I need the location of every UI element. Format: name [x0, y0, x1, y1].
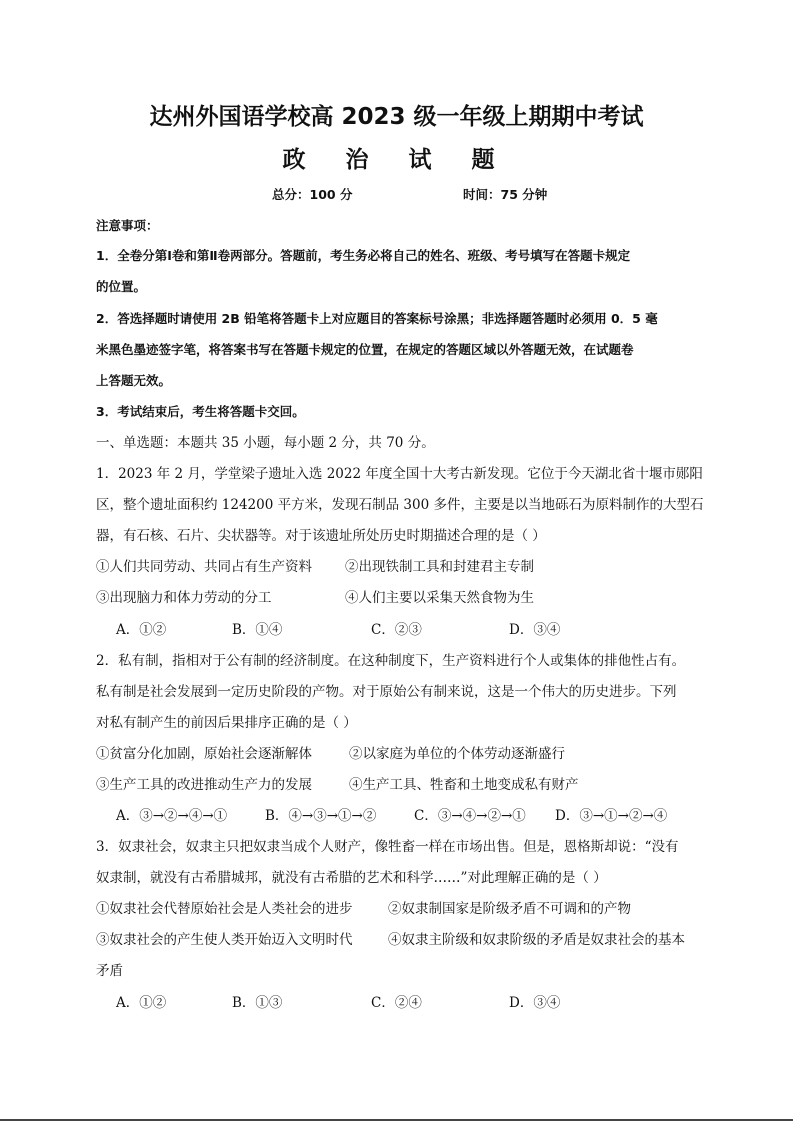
q2-option-b: B．④→③→①→②	[265, 808, 377, 824]
q2-stem-line2: 私有制是社会发展到一定历史阶段的产物。对于原始公有制来说，这是一个伟大的历史进步。下列	[96, 684, 677, 700]
q2-option-d: D．③→①→②→④	[555, 808, 668, 824]
q2-option-a: A．③→②→④→①	[116, 808, 228, 824]
q3-option-c: C．②④	[371, 995, 422, 1011]
q1-option-d: D．③④	[509, 622, 561, 638]
q1-option-a: A．①②	[116, 622, 167, 638]
subject-title: 政 治 试 题	[282, 147, 511, 173]
q3-option-a: A．①②	[116, 995, 167, 1011]
q2-statement-1: ①贫富分化加剧，原始社会逐渐解体	[96, 746, 312, 762]
section-heading: 一、单选题：本题共 35 小题，每小题 2 分，共 70 分。	[96, 435, 435, 451]
q3-statement-2: ②奴隶制国家是阶级矛盾不可调和的产物	[388, 901, 631, 917]
notice-item-2-end: 上答题无效。	[96, 373, 172, 388]
total-score: 总分：100 分	[272, 187, 353, 202]
q2-option-c: C．③→④→②→①	[414, 808, 526, 824]
q3-option-d: D．③④	[509, 995, 561, 1011]
notice-item-2: 2．答选择题时请使用 2B 铅笔将答题卡上对应题目的答案标号涂黑；非选择题答题时必须用 0．5 毫	[96, 311, 658, 326]
q3-statement-4: ④奴隶主阶级和奴隶阶级的矛盾是奴隶社会的基本	[388, 932, 685, 948]
q2-stem-line1: 2．私有制，指相对于公有制的经济制度。在这种制度下，生产资料进行个人或集体的排他性占有。	[96, 653, 686, 669]
q3-statement-3: ③奴隶社会的产生使人类开始迈入文明时代	[96, 932, 353, 948]
notice-item-1: 1．全卷分第Ⅰ卷和第Ⅱ卷两部分。答题前，考生务必将自己的姓名、班级、考号填写在答题卡规定	[96, 248, 631, 263]
notice-item-3: 3．考试结束后，考生将答题卡交回。	[96, 404, 305, 419]
q1-option-b: B．①④	[232, 622, 283, 638]
notice-item-1-cont: 的位置。	[96, 279, 147, 294]
exam-time: 时间：75 分钟	[463, 187, 548, 202]
q1-stem-line1: 1．2023 年 2 月，学堂梁子遗址入选 2022 年度全国十大考古新发现。它位于今天湖北省十堰市郧阳	[96, 466, 703, 482]
q1-statement-3: ③出现脑力和体力劳动的分工	[96, 590, 272, 606]
q2-statement-2: ②以家庭为单位的个体劳动逐渐盛行	[349, 746, 565, 762]
q1-statement-4: ④人们主要以采集天然食物为生	[345, 590, 534, 606]
q2-statement-4: ④生产工具、牲畜和土地变成私有财产	[349, 777, 579, 793]
notice-heading: 注意事项：	[96, 218, 159, 233]
q1-stem-line2: 区，整个遗址面积约 124200 平方米，发现石制品 300 多件，主要是以当地砾石为原料制作的大型石	[96, 497, 704, 513]
exam-title: 达州外国语学校高 2023 级一年级上期期中考试	[149, 104, 644, 130]
q3-statement-1: ①奴隶社会代替原始社会是人类社会的进步	[96, 901, 353, 917]
q2-stem-line3: 对私有制产生的前因后果排序正确的是（ ）	[96, 715, 357, 731]
q1-stem-line3: 器，有石核、石片、尖状器等。对于该遗址所处历史时期描述合理的是（ ）	[96, 528, 546, 544]
notice-item-2-cont: 米黑色墨迹签字笔，将答案书写在答题卡规定的位置，在规定的答题区域以外答题无效，在试题卷	[96, 342, 634, 357]
q3-option-b: B．①③	[232, 995, 283, 1011]
q3-statement-4-cont: 矛盾	[96, 963, 123, 979]
q1-statement-2: ②出现铁制工具和封建君主专制	[345, 559, 534, 575]
page-bottom-rule	[0, 1119, 793, 1121]
q2-statement-3: ③生产工具的改进推动生产力的发展	[96, 777, 312, 793]
q3-stem-line2: 奴隶制，就没有古希腊城邦，就没有古希腊的艺术和科学……”对此理解正确的是（ ）	[96, 870, 607, 886]
q3-stem-line1: 3．奴隶社会，奴隶主只把奴隶当成个人财产，像牲畜一样在市场出售。但是，恩格斯却说：“没有	[96, 839, 679, 855]
q1-statement-1: ①人们共同劳动、共同占有生产资料	[96, 559, 312, 575]
q1-option-c: C．②③	[371, 622, 422, 638]
